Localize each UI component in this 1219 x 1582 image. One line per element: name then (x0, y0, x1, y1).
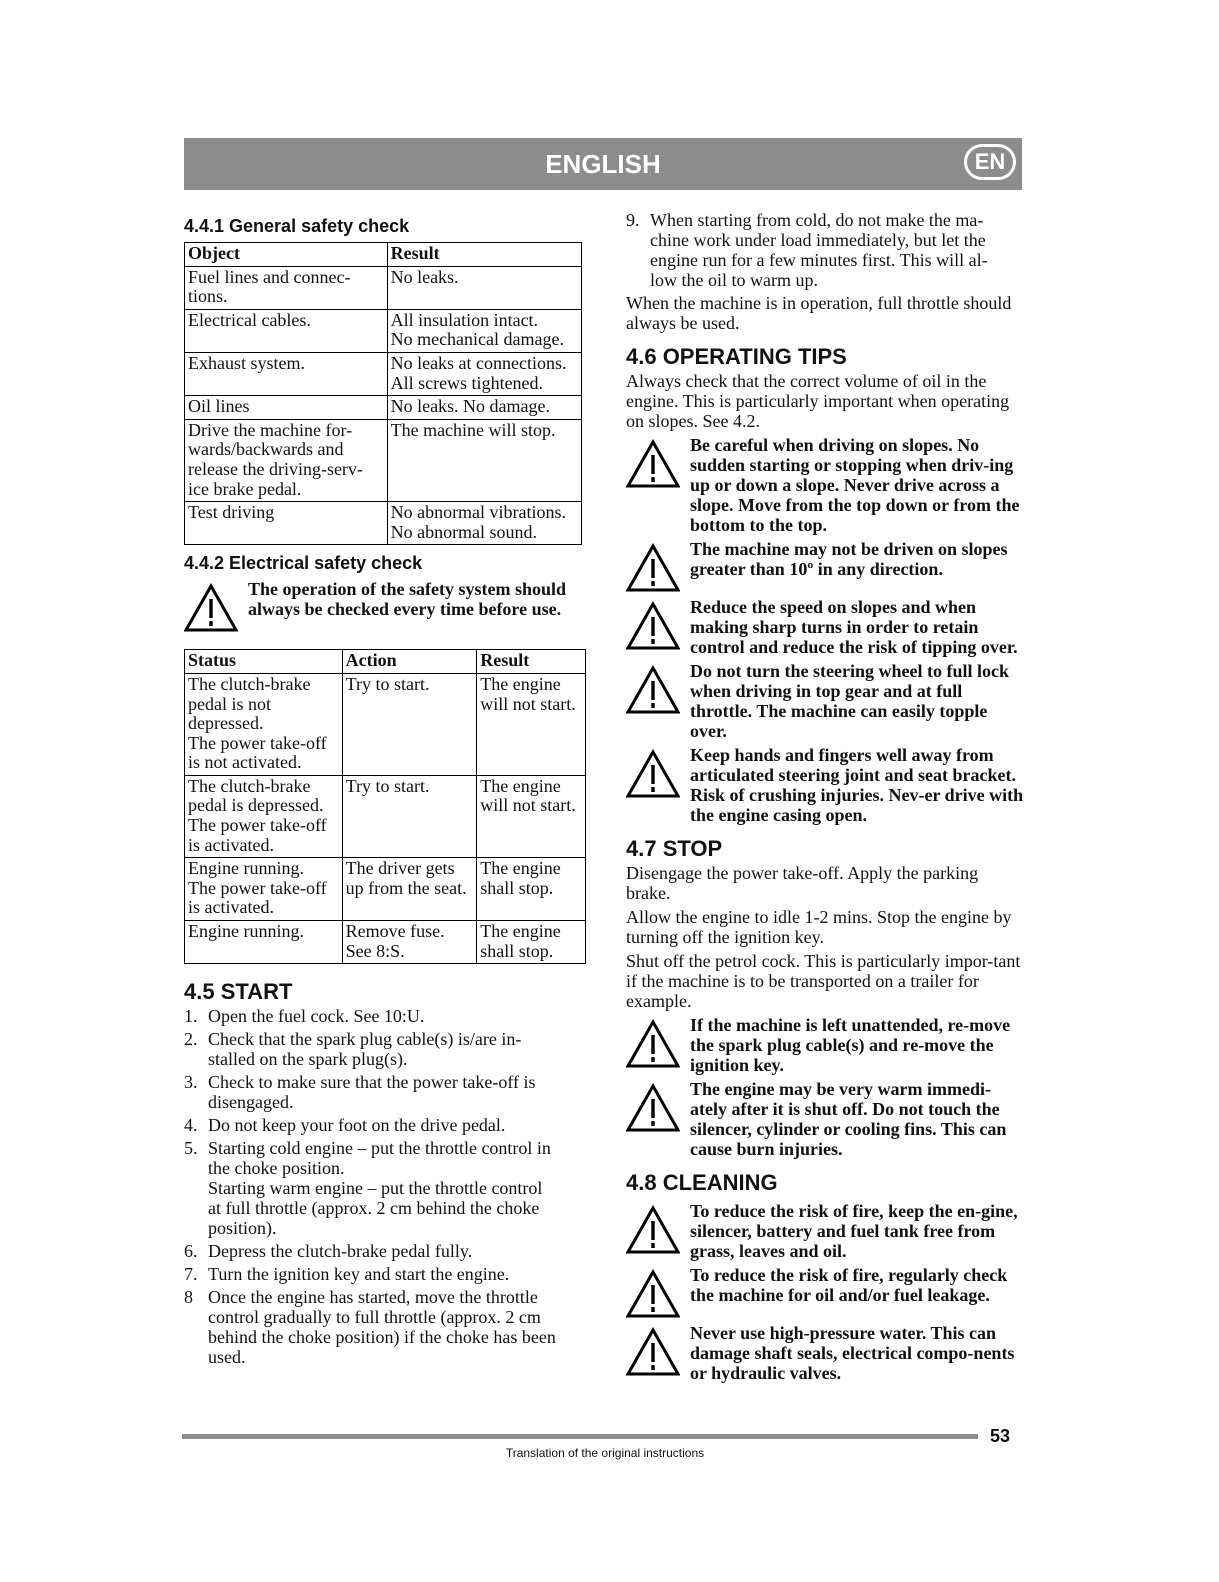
warning-triangle-icon (626, 439, 680, 489)
step-number: 2. (184, 1029, 198, 1050)
table-row (185, 775, 586, 857)
table-cell: The driver gets up from the seat. (342, 858, 477, 921)
col-header-result: Result (477, 650, 586, 674)
step-number: 8 (184, 1287, 193, 1308)
warning-block (184, 579, 586, 633)
warning-block (626, 539, 1026, 593)
warning-block (626, 1015, 1026, 1075)
list-item (184, 1138, 586, 1238)
step-text: Turn the ignition key and start the engine. (208, 1264, 510, 1285)
col-header-object: Object (185, 243, 388, 267)
table-cell: Try to start. (342, 775, 477, 857)
warning-text: Do not turn the steering wheel to full lock when driving in top gear and at full throttle. The machine can easily topple over. (690, 661, 1009, 741)
general-safety-table (184, 242, 582, 545)
paragraph: Allow the engine to idle 1-2 mins. Stop the engine by turning off the ignition key. (626, 907, 1012, 947)
step-number: 7. (184, 1264, 198, 1285)
warning-block (626, 597, 1026, 657)
table-cell: No abnormal vibrations. No abnormal sound. (387, 502, 581, 545)
warning-block (626, 1265, 1026, 1319)
paragraph: Shut off the petrol cock. This is particularly impor-tant if the machine is to be transported on a trailer for example. (626, 951, 1021, 1011)
step-number: 1. (184, 1006, 198, 1027)
step-number: 5. (184, 1138, 198, 1159)
step-number: 6. (184, 1241, 198, 1262)
warning-block (626, 1323, 1026, 1383)
heading-cleaning: 4.8 CLEANING (626, 1170, 778, 1195)
table-cell: The clutch-brake pedal is depressed. The power take-off is activated. (185, 775, 343, 857)
banner-title: ENGLISH (545, 149, 661, 179)
table-row (185, 419, 582, 501)
warning-text: Reduce the speed on slopes and when making sharp turns in order to retain control and reduce the risk of tipping over. (690, 597, 1018, 657)
warning-text: Never use high-pressure water. This can damage shaft seals, electrical compo-nents or hydraulic valves. (690, 1323, 1015, 1383)
full-throttle-note: When the machine is in operation, full throttle should always be used. (626, 293, 1012, 333)
heading-start: 4.5 START (184, 979, 293, 1005)
language-badge: EN (964, 144, 1016, 180)
warning-triangle-icon (626, 543, 680, 593)
table-cell: The engine will not start. (477, 775, 586, 857)
warning-block (626, 745, 1026, 825)
list-item (184, 1241, 586, 1261)
warning-triangle-icon (626, 1083, 680, 1133)
heading-general-safety-check: 4.4.1 General safety check (184, 216, 410, 236)
warning-triangle-icon (626, 749, 680, 799)
col-header-action: Action (342, 650, 477, 674)
table-cell: Exhaust system. (185, 352, 388, 395)
list-item (184, 1287, 586, 1367)
right-column (626, 210, 1026, 1385)
page-number: 53 (990, 1426, 1011, 1446)
table-cell: Fuel lines and connec- tions. (185, 266, 388, 309)
table-cell: Remove fuse. See 8:S. (342, 921, 477, 964)
table-cell: All insulation intact. No mechanical damage. (387, 309, 581, 352)
step-text: Check to make sure that the power take-off is disengaged. (208, 1072, 536, 1113)
list-item (626, 210, 1026, 290)
table-cell: Engine running. The power take-off is activated. (185, 858, 343, 921)
heading-electrical-safety-check: 4.4.2 Electrical safety check (184, 553, 423, 574)
table-cell: Drive the machine for- wards/backwards and release the driving-serv- ice brake pedal. (185, 419, 388, 501)
warning-text: The engine may be very warm immedi-ately after it is shut off. Do not touch the silencer, cylinder or cooling fins. This can cause burn injuries. (690, 1079, 1007, 1159)
step-text: Depress the clutch-brake pedal fully. (208, 1241, 473, 1262)
step-text: Once the engine has started, move the throttle control gradually to full throttle (approx. 2 cm behind the choke position) if the choke has been used. (208, 1287, 556, 1368)
operating-tips-intro: Always check that the correct volume of oil in the engine. This is particularly important when operating on slopes. See 4.2. (626, 371, 1010, 431)
table-cell: Test driving (185, 502, 388, 545)
table-cell: The engine shall stop. (477, 921, 586, 964)
stop-paragraphs (626, 863, 1026, 1011)
table-cell: No leaks. No damage. (387, 396, 581, 420)
warning-triangle-icon (626, 665, 680, 715)
list-item (184, 1072, 586, 1112)
warning-text: To reduce the risk of fire, keep the en-gine, silencer, battery and fuel tank free from grass, leaves and oil. (690, 1201, 1018, 1261)
step-number: 3. (184, 1072, 198, 1093)
footer-note: Translation of the original instructions (505, 1446, 705, 1460)
cleaning-warnings (626, 1201, 1026, 1383)
table-cell: Oil lines (185, 396, 388, 420)
table-cell: Electrical cables. (185, 309, 388, 352)
warning-block (626, 435, 1026, 535)
table-cell: Engine running. (185, 921, 343, 964)
table-row (185, 266, 582, 309)
table-cell: Try to start. (342, 673, 477, 775)
table-row (185, 309, 582, 352)
table-cell: The clutch-brake pedal is not depressed. The power take-off is not activated. (185, 673, 343, 775)
operating-tips-warnings (626, 435, 1026, 825)
language-banner (184, 138, 1022, 190)
heading-stop: 4.7 STOP (626, 836, 723, 861)
electrical-safety-table (184, 649, 586, 964)
list-item (184, 1006, 586, 1026)
table-row (185, 921, 586, 964)
warning-text: Be careful when driving on slopes. No sudden starting or stopping when driv-ing up or down a slope. Never drive across a slope. Move from the top down or from the bottom to the top. (690, 435, 1020, 535)
warning-triangle-icon (184, 583, 238, 633)
heading-operating-tips: 4.6 OPERATING TIPS (626, 344, 847, 369)
list-item (184, 1115, 586, 1135)
warning-text: If the machine is left unattended, re-move the spark plug cable(s) and re-move the ignition key. (690, 1015, 1011, 1075)
step-text: When starting from cold, do not make the ma- chine work under load immediately, but let the engine run for a few minutes first. This will al- low the oil to warm up. (650, 210, 988, 290)
warning-text: To reduce the risk of fire, regularly check the machine for oil and/or fuel leakage. (690, 1265, 1008, 1305)
warning-block (626, 661, 1026, 741)
warning-block (626, 1201, 1026, 1261)
step-number: 4. (184, 1115, 198, 1136)
warning-triangle-icon (626, 601, 680, 651)
warning-triangle-icon (626, 1327, 680, 1377)
step-text: Do not keep your foot on the drive pedal. (208, 1115, 506, 1136)
table-row (185, 673, 586, 775)
step-number: 9. (626, 210, 640, 230)
table-cell: No leaks. (387, 266, 581, 309)
stop-warnings (626, 1015, 1026, 1159)
table-cell: The machine will stop. (387, 419, 581, 501)
col-header-result: Result (387, 243, 581, 267)
warning-triangle-icon (626, 1269, 680, 1319)
table-cell: The engine will not start. (477, 673, 586, 775)
warning-triangle-icon (626, 1205, 680, 1255)
table-row (185, 396, 582, 420)
table-row (185, 858, 586, 921)
table-row (185, 352, 582, 395)
step-text: Starting cold engine – put the throttle control in the choke position. Starting warm engine – put the throttle control at full throttle (approx. 2 cm behind the choke position). (208, 1138, 551, 1239)
left-column (184, 210, 586, 1370)
start-steps-continued (626, 210, 1026, 290)
step-text: Open the fuel cock. See 10:U. (208, 1006, 425, 1027)
step-text: Check that the spark plug cable(s) is/are in- stalled on the spark plug(s). (208, 1029, 522, 1070)
warning-text: The operation of the safety system should always be checked every time before use. (248, 579, 566, 620)
warning-triangle-icon (626, 1019, 680, 1069)
warning-block (626, 1079, 1026, 1159)
table-cell: No leaks at connections. All screws tightened. (387, 352, 581, 395)
paragraph: Disengage the power take-off. Apply the parking brake. (626, 863, 979, 903)
warning-text: Keep hands and fingers well away from articulated steering joint and seat bracket. Risk of crushing injuries. Nev-er drive with the engine casing open. (690, 745, 1024, 825)
table-cell: The engine shall stop. (477, 858, 586, 921)
start-steps-list (184, 1006, 586, 1367)
list-item (184, 1029, 586, 1069)
table-row (185, 502, 582, 545)
warning-text: The machine may not be driven on slopes greater than 10º in any direction. (690, 539, 1008, 579)
col-header-status: Status (185, 650, 343, 674)
list-item (184, 1264, 586, 1284)
footer-rule (182, 1434, 978, 1439)
